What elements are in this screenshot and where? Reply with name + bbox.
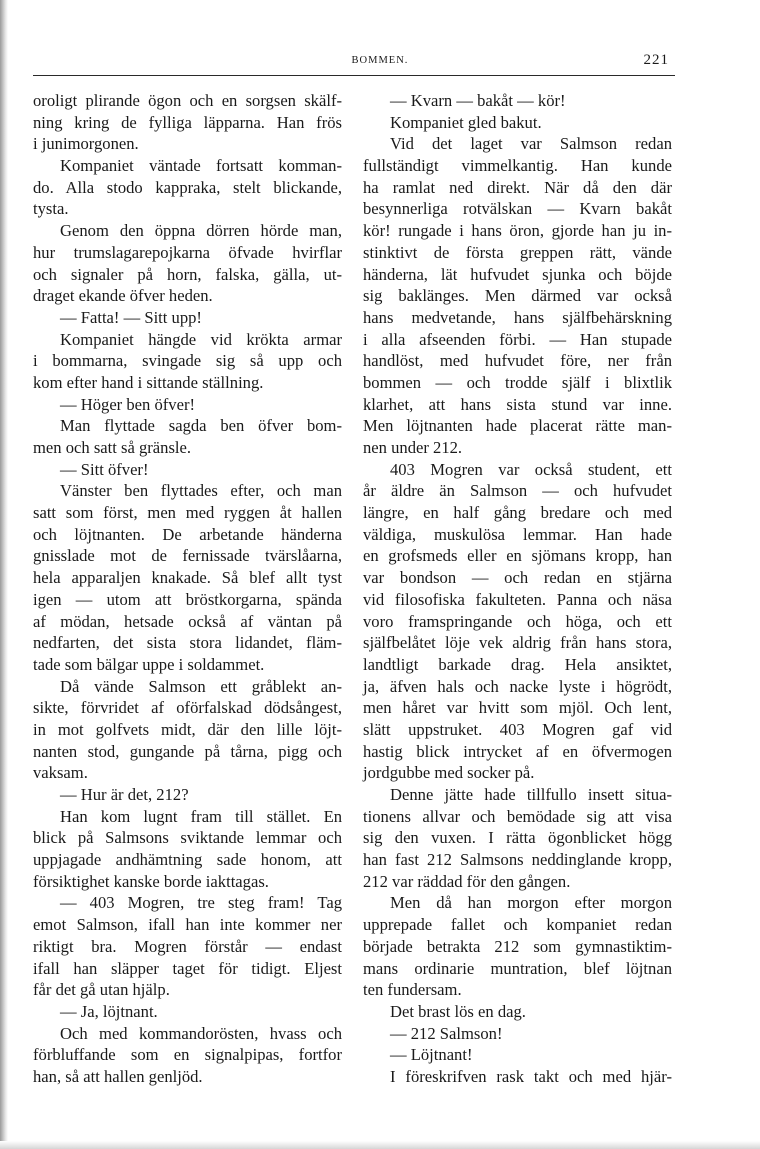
text-line: besynnerliga rotvälskan — Kvarn bakåt [363, 199, 672, 219]
text-line: var bondson — och redan en stjärna [363, 568, 672, 588]
text-line: väldiga, muskulösa lemmar. Han hade [363, 524, 672, 544]
text-line: 212 var räddad för den gången. [363, 871, 571, 891]
text-line: gnisslade mot de fernissade tvärslåarna, [33, 546, 342, 566]
text-line: bommen — och trodde själf i blixtlik [363, 372, 672, 392]
text-line: stinktivt de första greppen rätt, vände [363, 242, 672, 262]
text-line: — Fatta! — Sitt upp! [60, 307, 202, 327]
text-line: själfbelåtet löje vek aldrig från hans stora, [363, 633, 672, 653]
text-line: draget ekande öfver heden. [33, 286, 213, 306]
text-line: ning kring de fylliga läpparna. Han frös [33, 112, 342, 132]
page-bottom-shadow [0, 1141, 760, 1149]
text-line: Vid det laget var Salmson redan [390, 134, 672, 154]
text-line: riktigt bra. Mogren förstår — endast [33, 936, 342, 956]
text-line: vaksam. [33, 763, 88, 783]
text-line: ten fundersam. [363, 980, 462, 1000]
text-line: vid filosofiska fakulteten. Panna och näsa [363, 589, 672, 609]
text-line: och signaler på horn, falska, gälla, ut- [33, 264, 342, 284]
text-line: ha ramlat ned direkt. När då den där [363, 177, 672, 197]
text-line: försiktighet kanske borde iakttagas. [33, 871, 269, 891]
text-line: — Höger ben öfver! [60, 394, 196, 414]
text-line: hans medvetande, hans själfbehärskning [363, 307, 672, 327]
text-line: emot Salmson, ifall han inte kommer ner [33, 915, 342, 935]
text-line: en grofsmeds eller en sjömans kropp, han [363, 546, 672, 566]
text-line: do. Alla stodo kappraka, stelt blickande, [33, 177, 342, 197]
text-line: 403 Mogren var också student, ett [390, 459, 672, 479]
text-line: — Hur är det, 212? [60, 785, 189, 804]
right-text-column [363, 90, 672, 1088]
text-line: Man flyttade sagda ben öfver bom- [60, 416, 342, 436]
text-line: i bommarna, svingade sig så upp och [33, 351, 342, 371]
text-line: Vänster ben flyttades efter, och man [60, 481, 342, 501]
text-line: kom efter hand i sittande ställning. [33, 372, 264, 392]
text-line: han fast 212 Salmsons neddinglande kropp, [363, 850, 672, 870]
text-line: Det brast lös en dag. [390, 1001, 526, 1021]
text-line: Han kom lugnt fram till stället. En [60, 806, 342, 826]
text-line: — Ja, löjtnant. [60, 1001, 158, 1021]
text-line: uppjagade andhämtning sade honom, att [33, 850, 342, 870]
text-line: men och satt så gränsle. [33, 438, 192, 457]
text-line: klarhet, att hans sista stund var inne. [363, 394, 672, 414]
text-line: in mot golfvets midt, där den lille löjt- [33, 719, 342, 739]
text-line: längre, en half gång bredare och med [363, 503, 672, 523]
text-line: sig baklänges. Men därmed var också [363, 286, 672, 306]
text-line: sig den vuxen. I rätta ögonblicket högg [363, 828, 672, 848]
text-line: landtligt barkade drag. Hela ansiktet, [363, 654, 672, 674]
text-line: handlöst, med hufvudet före, ner från [363, 351, 672, 371]
running-header-title: BOMMEN. [351, 55, 409, 66]
text-line: sikte, förvridet af oförfalskad dödsångest, [33, 698, 342, 718]
text-line: men håret var hvitt som mjöl. Och lent, [363, 698, 672, 718]
text-line: förbluffande som en signalpipas, fortfor [33, 1045, 342, 1065]
page-number: 221 [643, 52, 669, 68]
text-line: voro framspringande och höga, och ett [363, 611, 672, 631]
text-line: får det gå utan hjälp. [33, 980, 170, 1000]
text-line: tionens allvar och bemödade sig att visa [363, 806, 672, 826]
text-line: år äldre än Salmson — och hufvudet [363, 481, 672, 501]
text-line: satt som först, men med ryggen åt hallen [33, 503, 342, 523]
header-rule [33, 75, 675, 76]
text-line: i junimorgonen. [33, 134, 139, 154]
text-line: hela apparaljen knakade. Så blef allt tyst [33, 568, 342, 588]
text-line: mans ordinarie muntration, blef löjtnan [363, 958, 672, 978]
text-line: kör! rungade i hans öron, gjorde han ju in- [363, 221, 672, 241]
text-line: och löjtnanten. De arbetande händerna [33, 524, 342, 544]
text-line: jordgubbe med socker på. [363, 763, 535, 783]
text-line: tysta. [33, 199, 69, 219]
text-line: upprepade fallet och kompaniet redan [363, 915, 672, 935]
text-line: ifall han släpper taget för tidigt. Eljest [33, 958, 342, 978]
text-line: nedfarten, det sista stora lidandet, fläm- [33, 633, 342, 653]
text-line: i alla afseenden förbi. — Han stupade [363, 329, 672, 349]
text-line: han, så att hallen genljöd. [33, 1066, 203, 1086]
text-line: Då vände Salmson ett gråblekt an- [60, 676, 342, 696]
text-line: tade som bälgar uppe i soldammet. [33, 654, 265, 674]
text-line: igen — utom att bröstkorgarna, spända [33, 589, 342, 609]
text-line: Kompaniet hängde vid krökta armar [60, 329, 342, 349]
text-line: — 403 Mogren, tre steg fram! Tag [60, 893, 342, 913]
text-line: — Kvarn — bakåt — kör! [390, 91, 566, 110]
text-line: slätt uppstruket. 403 Mogren gaf vid [363, 719, 672, 739]
text-line: Och med kommandorösten, hvass och [60, 1023, 342, 1043]
text-line: blick på Salmsons sviktande lemmar och [33, 828, 342, 848]
text-line: af mödan, hetsade också af väntan på [33, 611, 342, 631]
left-text-column [33, 90, 342, 1088]
text-line: Men löjtnanten hade placerat rätte man- [363, 416, 672, 436]
text-line: Kompaniet gled bakut. [390, 112, 542, 132]
text-line: Genom den öppna dörren hörde man, [60, 221, 342, 241]
text-line: — 212 Salmson! [390, 1023, 503, 1043]
text-line: — Löjtnant! [390, 1045, 473, 1065]
text-line: nen under 212. [363, 438, 463, 457]
text-line: ja, äfven hals och nacke lyste i högrödt, [363, 676, 672, 696]
text-line: oroligt plirande ögon och en sorgsen skälf- [33, 91, 342, 110]
text-line: nanten stod, gungande på tårna, pigg och [33, 741, 342, 761]
text-line: I föreskrifven rask takt och med hjär- [390, 1066, 672, 1086]
text-line: Kompaniet väntade fortsatt komman- [60, 156, 342, 176]
text-line: hur trumslagarepojkarna öfvade hvirflar [33, 242, 342, 262]
text-line: Men då han morgon efter morgon [390, 893, 672, 913]
text-line: händerna, lät hufvudet sjunka och böjde [363, 264, 672, 284]
text-line: fullständigt vimmelkantig. Han kunde [363, 156, 672, 176]
text-line: — Sitt öfver! [60, 459, 149, 479]
text-line: började betrakta 212 som gymnastiktim- [363, 936, 672, 956]
text-line: Denne jätte hade tillfullo insett situa- [390, 785, 672, 804]
text-line: hastig blick intrycket af en öfvermogen [363, 741, 672, 761]
page-binding-shadow [0, 0, 8, 1149]
